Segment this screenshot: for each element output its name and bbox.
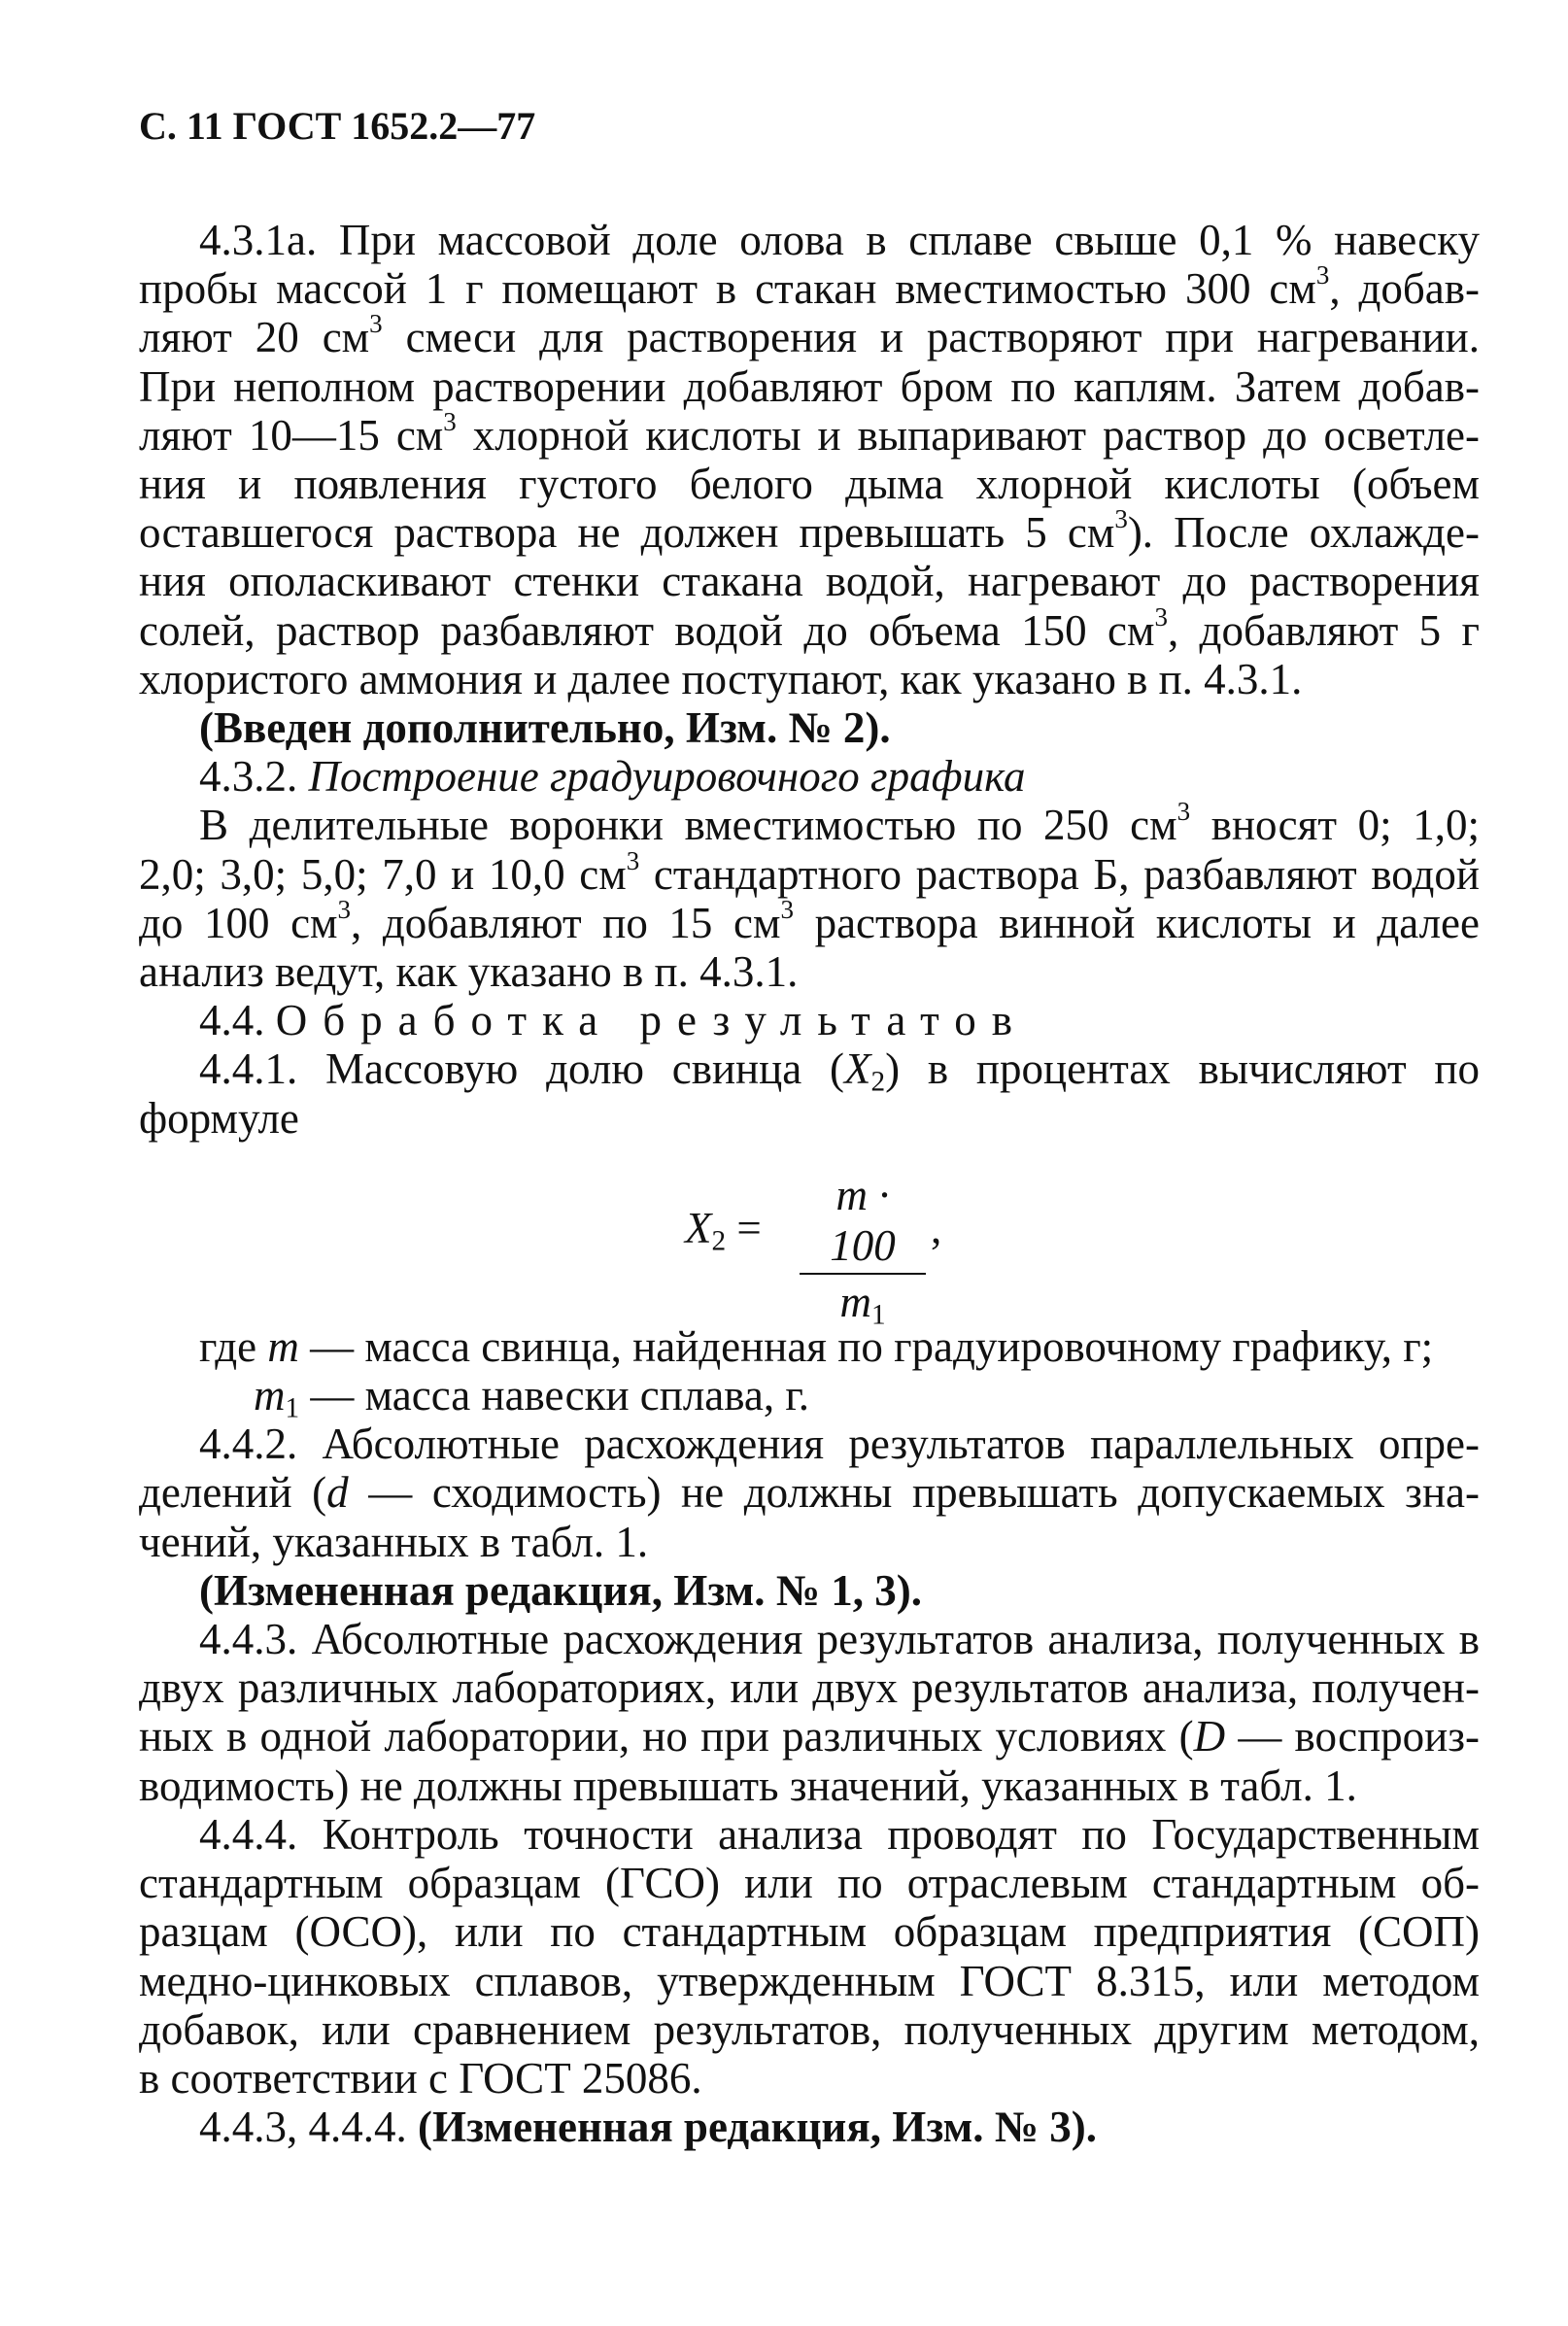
text-run: солей, раствор разбавляют водой до объема 150 см — [139, 605, 1155, 655]
text-run: 4.3.1а. При массовой доле олова в сплаве свыше 0,1 % навеску — [199, 216, 1480, 264]
fraction — [800, 1170, 926, 1329]
text-run: ). После охлажде- — [1127, 508, 1480, 558]
text-line — [139, 406, 1480, 460]
text-line — [139, 2054, 1480, 2103]
text-run: стандартным образцам (ГСО) или по отраслевым стандартным об- — [139, 1859, 1480, 1908]
text-run: стандартного раствора Б, разбавляют водой — [639, 849, 1480, 899]
text-run: оставшегося раствора не должен превышать 5 см — [139, 508, 1115, 558]
text-run: разцам (ОСО), или по стандартным образцам предприятия (СОП) — [139, 1907, 1480, 1957]
paragraph-4-4-2 — [139, 1420, 1480, 1566]
section-title: Обработка результатов — [275, 996, 1028, 1045]
variable: d — [326, 1468, 349, 1518]
variable: m — [254, 1371, 286, 1420]
text-line — [139, 1044, 1480, 1098]
superscript: 3 — [337, 894, 352, 924]
paragraph-4-4-3 — [139, 1615, 1480, 1810]
subscript: 1 — [870, 1299, 886, 1331]
text-run: 2,0; 3,0; 5,0; 7,0 и 10,0 см — [139, 849, 627, 899]
paragraph-4-3-1a — [139, 216, 1480, 703]
text-line — [139, 309, 1480, 362]
text-run: При неполном растворении добавляют бром по каплям. Затем добав- — [139, 361, 1480, 411]
variable: D — [1193, 1712, 1226, 1762]
paragraph-4-4-1 — [139, 1044, 1480, 1142]
text-line — [139, 1907, 1480, 1956]
text-run: анализ ведут, как указано в п. 4.3.1. — [139, 947, 799, 997]
document-page — [139, 97, 1480, 2151]
superscript: 3 — [626, 845, 640, 875]
text-run: , добавляют по 15 см — [351, 898, 781, 947]
text-line — [139, 1615, 1480, 1663]
text-line — [139, 259, 1480, 314]
paragraph-4-3-2 — [139, 797, 1480, 997]
text-line — [139, 460, 1480, 508]
variable: m — [839, 1277, 871, 1326]
amendment-note: (Введен дополнительно, Изм. № 2). — [199, 703, 891, 753]
text-line — [139, 557, 1480, 605]
text-run: хлористого аммония и далее поступают, как указано в п. 4.3.1. — [139, 654, 1303, 703]
text-run: раствора винной кислоты и далее — [793, 898, 1480, 947]
numerator: m · 100 — [830, 1170, 896, 1270]
text-line — [139, 601, 1480, 655]
text-run: 4.4.3. Абсолютные расхождения результатов анализа, полученных в — [199, 1615, 1480, 1664]
subscript: 2 — [711, 1225, 727, 1257]
amendment-note — [139, 2103, 1480, 2151]
text-run: 4.4.2. Абсолютные расхождения результатов параллельных опре- — [199, 1420, 1480, 1469]
formula-comma: , — [931, 1203, 942, 1252]
section-heading-4-3-2 — [139, 752, 1480, 801]
section-heading-4-4 — [139, 996, 1480, 1044]
text-run: ляют 20 см — [139, 313, 370, 362]
text-line — [139, 655, 1480, 703]
text-line — [139, 1420, 1480, 1468]
text-line — [139, 797, 1480, 850]
text-line — [139, 1663, 1480, 1712]
superscript: 3 — [1176, 797, 1191, 827]
subscript: 2 — [870, 1066, 886, 1098]
section-number: 4.4. — [199, 996, 276, 1045]
text-line — [139, 1957, 1480, 2005]
text-line — [139, 1762, 1480, 1810]
text-run: до 100 см — [139, 898, 338, 947]
superscript: 3 — [1114, 503, 1128, 533]
text-run: двух различных лабораториях, или двух результатов анализа, получен- — [139, 1663, 1480, 1713]
where-line-2 — [139, 1371, 1480, 1424]
text-line — [139, 1094, 1480, 1143]
text-line — [139, 362, 1480, 411]
text-line — [139, 1712, 1480, 1761]
text-run: ) в процентах вычисляют по — [885, 1044, 1480, 1094]
superscript: 3 — [443, 406, 457, 436]
amendment-note: (Измененная редакция, Изм. № 1, 3). — [199, 1565, 923, 1615]
text-run: в соответствии с ГОСТ 25086. — [139, 2053, 702, 2103]
text-run: медно-цинковых сплавов, утвержденным ГОСТ 8.315, или методом — [139, 1956, 1480, 2005]
text-run: В делительные воронки вместимостью по 250 см — [199, 801, 1177, 850]
subscript: 1 — [285, 1392, 300, 1424]
equals-sign: = — [726, 1203, 762, 1252]
text-run: ния ополаскивают стенки стакана водой, нагревают до растворения — [139, 557, 1480, 606]
text-run: ных в одной лаборатории, но при различных условиях ( — [139, 1712, 1194, 1762]
superscript: 3 — [780, 894, 794, 924]
text-line — [139, 1518, 1480, 1566]
text-line — [139, 216, 1480, 264]
text-run: ляют 10—15 см — [139, 410, 444, 460]
text-line — [139, 2005, 1480, 2054]
text-run: делений ( — [139, 1468, 327, 1518]
text-run: — масса свинца, найденная по градуировочному графику, г; — [298, 1321, 1434, 1371]
text-run: где — [199, 1321, 268, 1371]
text-run: — масса навески сплава, г. — [299, 1371, 810, 1420]
text-run: 4.4.3, 4.4.4. — [199, 2103, 418, 2152]
variable: m — [267, 1321, 299, 1371]
where-line-1 — [139, 1322, 1480, 1371]
variable: X — [685, 1203, 712, 1252]
text-run: (Измененная редакция, Изм. № 3). — [418, 2103, 1098, 2152]
text-run: вносят 0; 1,0; — [1190, 801, 1480, 850]
text-run: формуле — [139, 1093, 299, 1143]
denominator — [800, 1275, 926, 1329]
text-line — [139, 1468, 1480, 1517]
text-run: ния и появления густого белого дыма хлорной кислоты (объем — [139, 460, 1480, 509]
superscript: 3 — [1154, 601, 1168, 632]
formula-lhs — [685, 1203, 762, 1257]
text-run: чений, указанных в табл. 1. — [139, 1517, 649, 1566]
text-run: хлорной кислоты и выпаривают раствор до осветле- — [456, 410, 1480, 460]
section-title: Построение градуировочного графика — [308, 752, 1026, 802]
page-header: С. 11 ГОСТ 1652.2—77 — [139, 104, 536, 148]
text-run: 4.4.4. Контроль точности анализа проводят по Государственным — [199, 1809, 1480, 1859]
superscript: 3 — [1315, 259, 1330, 290]
text-run: — воспроиз- — [1225, 1712, 1480, 1762]
text-run: , добав- — [1329, 264, 1480, 314]
text-run: добавок, или сравнением результатов, полученных другим методом, — [139, 2004, 1480, 2054]
variable: X — [843, 1044, 871, 1094]
text-line — [139, 1859, 1480, 1907]
text-run: смеси для растворения и растворяют при нагревании. — [382, 313, 1480, 362]
text-run: , добавляют 5 г — [1167, 605, 1480, 655]
text-line — [139, 503, 1480, 558]
text-run: пробы массой 1 г помещают в стакан вместимостью 300 см — [139, 264, 1316, 314]
section-number: 4.3.2. — [199, 752, 309, 802]
text-line — [139, 1810, 1480, 1859]
formula — [139, 1170, 1480, 1331]
paragraph-4-4-4 — [139, 1810, 1480, 2103]
text-line — [139, 894, 1480, 947]
text-line — [139, 947, 1480, 996]
superscript: 3 — [369, 309, 383, 339]
text-run: 4.4.1. Массовую долю свинца ( — [199, 1044, 844, 1094]
text-run: — сходимость) не должны превышать допускаемых зна- — [348, 1468, 1480, 1518]
text-line — [139, 845, 1480, 899]
text-run: водимость) не должны превышать значений, указанных в табл. 1. — [139, 1761, 1357, 1810]
